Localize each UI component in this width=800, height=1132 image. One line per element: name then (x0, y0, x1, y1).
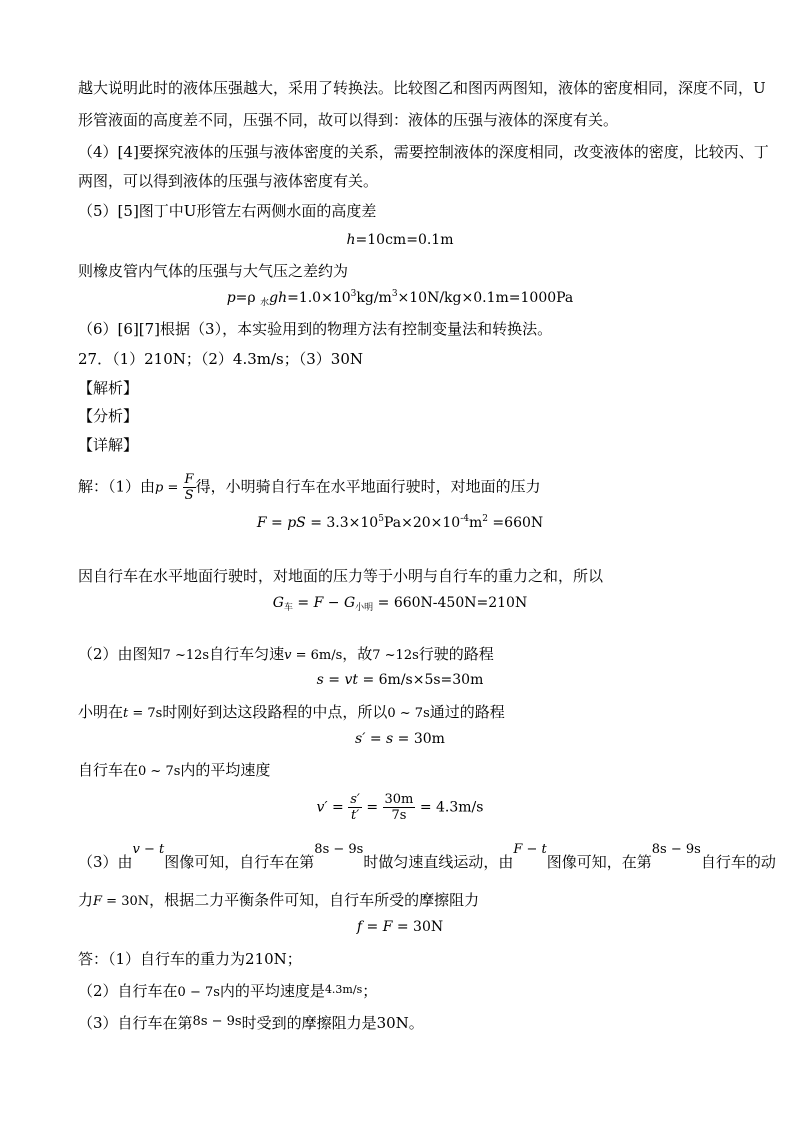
text-line: 形管液面的高度差不同，压强不同，故可以得到：液体的压强与液体的深度有关。 (78, 111, 619, 129)
section-xiangjie: 【详解】 (78, 436, 139, 454)
equation-friction: f = F = 30N (356, 919, 444, 935)
answer-3: （3）自行车在第8s − 9s时受到的摩擦阻力是30N。 (78, 1014, 424, 1032)
text-line: （6）[6][7]根据（3），本实验用到的物理方法有控制变量法和转换法。 (78, 320, 553, 338)
text-line: 则橡皮管内气体的压强与大气压之差约为 (78, 262, 349, 280)
fraction-s-over-t: $\frac{s'}{t'}$ (350, 792, 360, 823)
text-line: 自行车在0 ~ 7s内的平均速度 (78, 761, 271, 779)
solution-step-3: （3）由v − t图像可知，自行车在第8s − 9s时做匀速直线运动，由F − t图像可知，在第8s − 9s自行车的动 (78, 842, 776, 871)
text-line: 小明在t = 7s时刚好到达这段路程的中点，所以0 ~ 7s通过的路程 (78, 703, 505, 721)
equation-pressure: p=ρ $_水gh=1.0\times 10^3kg/m^3\times 10N/kg\times 0.1m=1000Pa$ (226, 289, 574, 308)
section-jiexi: 【解析】 (78, 379, 139, 397)
question-27-answer: 27．（1）210N；（2）4.3m/s；（3）30N (78, 350, 364, 368)
text-line: （4）[4]要探究液体的压强与液体密度的关系，需要控制液体的深度相同，改变液体的密度，比较丙、丁 (78, 143, 769, 161)
fraction-30m-over-7s: $\frac{30m}{7s}$ (384, 792, 414, 823)
equation-half-distance: s′ = s = 30m (355, 731, 445, 747)
text-line: 越大说明此时的液体压强越大，采用了转换法。比较图乙和图丙两图知，液体的密度相同，深度不同，U (78, 79, 766, 97)
equation-height-diff: h=10cm=0.1m (346, 232, 454, 248)
solution-step-2: （2）由图知7 ~12s自行车匀速v = 6m/s，故7 ~12s行驶的路程 (78, 645, 494, 663)
answer-2: （2）自行车在0 − 7s内的平均速度是$^{4.3m/s}$； (78, 982, 378, 1000)
text-line: 力F = 30N，根据二力平衡条件可知，自行车所受的摩擦阻力 (78, 891, 480, 909)
text-line: 因自行车在水平地面行驶时，对地面的压力等于小明与自行车的重力之和，所以 (78, 567, 604, 585)
equation-gravity: $G_车 = F - G_{小明} = 660N-450N=210N$ (272, 595, 528, 613)
text-line: （5）[5]图丁中U形管左右两侧水面的高度差 (78, 202, 377, 220)
equation-distance: s = vt = 6m/s×5s=30m (316, 672, 484, 688)
fraction-F-over-S: $\frac{F}{S}$ (184, 472, 194, 503)
equation-force: F = pS = $3.3\times 10^5Pa\times 20\times 10^{-4}m^2 =660N$ (256, 514, 544, 531)
section-fenxi: 【分析】 (78, 407, 139, 425)
text-line: 两图，可以得到液体的压强与液体密度有关。 (78, 172, 379, 190)
answer-1: 答：（1）自行车的重力为210N； (78, 950, 302, 968)
equation-average-speed: v′ = $\frac{s'}{t'}$ = $\frac{30m}{7s}$ = 4.3m/s (316, 792, 484, 823)
solution-step-1: 解：（1）由p = $\frac{F}{S}$ 得，小明骑自行车在水平地面行驶时，对地面的压力 (78, 472, 541, 503)
